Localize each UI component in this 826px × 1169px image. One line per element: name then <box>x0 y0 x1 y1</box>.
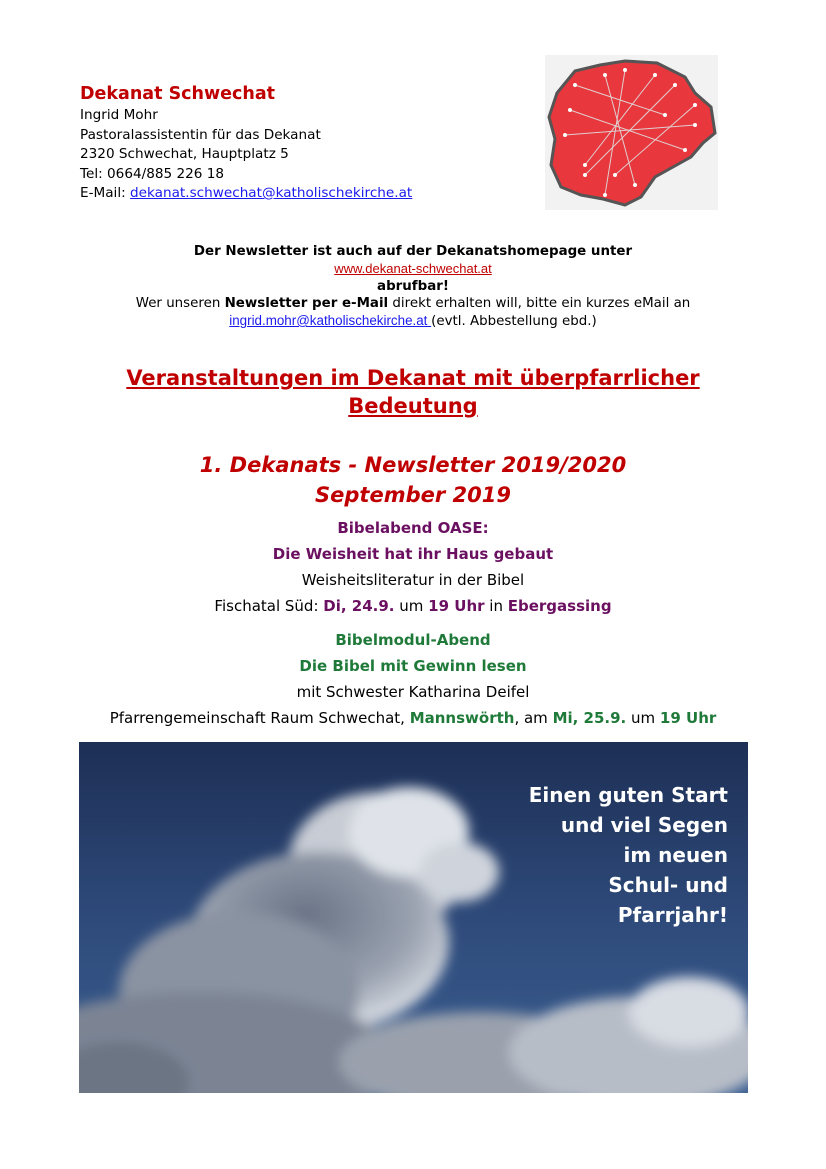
contact-email-link[interactable]: ingrid.mohr@katholischekirche.at <box>229 313 432 328</box>
event-region: Fischatal Süd: <box>214 597 324 615</box>
event-um: um <box>626 709 660 727</box>
info-line-4 <box>80 312 746 330</box>
event-place: Ebergassing <box>507 597 612 615</box>
contact-email-line <box>80 184 520 204</box>
unsubscribe-note: (evtl. Abbestellung ebd.) <box>431 314 597 329</box>
banner-line: im neuen <box>623 843 728 867</box>
dekanat-map-logo <box>545 55 718 210</box>
event-in: in <box>484 597 508 615</box>
event-title: Bibelabend OASE: <box>337 519 489 537</box>
event-bibelabend <box>80 515 746 619</box>
newsletter-month: September 2019 <box>315 483 511 507</box>
newsletter-info <box>80 243 746 330</box>
event-place: Mannswörth <box>409 709 515 727</box>
event-bibelmodul <box>80 627 746 731</box>
main-heading-line-1: Veranstaltungen im Dekanat mit überpfarrlicher <box>126 366 700 390</box>
contact-address: 2320 Schwechat, Hauptplatz 5 <box>80 146 289 162</box>
org-name: Dekanat Schwechat <box>80 84 276 104</box>
event-date: Mi, 25.9. <box>552 709 627 727</box>
email-label: E-Mail: <box>80 185 131 201</box>
event-details <box>80 593 746 619</box>
event-time: 19 Uhr <box>659 709 717 727</box>
info-line-2: abrufbar! <box>377 279 449 294</box>
info-line-3-bold: Newsletter per e-Mail <box>224 296 389 311</box>
event-date: Di, 24.9. <box>323 597 395 615</box>
event-time: 19 Uhr <box>428 597 485 615</box>
contact-phone: Tel: 0664/885 226 18 <box>80 165 225 182</box>
main-heading <box>80 364 746 420</box>
contact-person: Ingrid Mohr <box>80 107 158 123</box>
banner-greeting <box>529 780 728 930</box>
event-subtitle: Die Bibel mit Gewinn lesen <box>299 657 527 675</box>
event-title: Bibelmodul-Abend <box>335 631 491 649</box>
info-line-3-post: direkt erhalten will, bitte ein kurzes eMail an <box>388 296 691 311</box>
event-region: Pfarrengemeinschaft Raum Schwechat, <box>109 709 410 727</box>
main-heading-line-2: Bedeutung <box>348 394 478 418</box>
event-subtitle: Die Weisheit hat ihr Haus gebaut <box>272 545 554 563</box>
event-um: um <box>394 597 429 615</box>
contact-role: Pastoralassistentin für das Dekanat <box>80 126 321 143</box>
newsletter-title-line-1: 1. Dekanats - Newsletter 2019/2020 <box>199 453 627 477</box>
event-description: Weisheitsliteratur in der Bibel <box>301 571 525 589</box>
email-link[interactable]: dekanat.schwechat@katholischekirche.at <box>130 185 413 201</box>
homepage-link[interactable]: www.dekanat-schwechat.at <box>334 261 492 276</box>
info-line-3-pre: Wer unseren <box>135 296 225 311</box>
event-am: , am <box>514 709 553 727</box>
cloud-banner-image <box>79 742 748 1093</box>
banner-line: Pfarrjahr! <box>617 903 728 927</box>
banner-line: und viel Segen <box>560 813 728 837</box>
contact-block <box>80 82 520 204</box>
info-line-3 <box>80 295 746 312</box>
banner-line: Schul- und <box>608 873 728 897</box>
banner-line: Einen guten Start <box>528 783 728 807</box>
event-description: mit Schwester Katharina Deifel <box>296 683 530 701</box>
info-line-1: Der Newsletter ist auch auf der Dekanatshomepage unter <box>193 244 633 259</box>
event-details <box>80 705 746 731</box>
newsletter-title <box>80 450 746 510</box>
map-logo-icon <box>545 55 718 210</box>
